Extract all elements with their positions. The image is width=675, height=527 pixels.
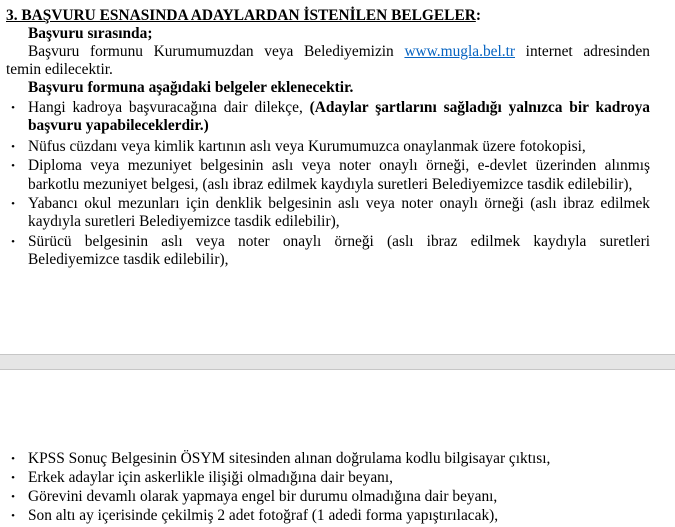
subheading-during-application: Başvuru sırasında; bbox=[28, 25, 153, 42]
list-item bbox=[6, 450, 650, 468]
list-item-text: Belediyemizce tasdik edilebilir), bbox=[28, 251, 229, 268]
bullet-icon: • bbox=[11, 141, 15, 153]
list-item-text: Son altı ay içerisinde çekilmiş 2 adet fotoğraf (1 adedi forma yapıştırılacak), bbox=[28, 507, 499, 524]
paragraph-application-form-line-1: Başvuru formunu Kurumumuzdan veya Belediyemizin www.mugla.bel.tr internet adresinden bbox=[28, 43, 651, 60]
document-page-2 bbox=[0, 371, 675, 527]
list-item-text: Erkek adaylar için askerlikle ilişiği olmadığına dair beyanı, bbox=[28, 469, 393, 486]
page-break-separator bbox=[0, 354, 675, 370]
list-item bbox=[6, 469, 650, 487]
bullet-icon: • bbox=[11, 236, 15, 248]
bullet-icon: • bbox=[11, 472, 15, 484]
municipality-website-link[interactable]: www.mugla.bel.tr bbox=[404, 43, 515, 60]
list-item-text: Diploma veya mezuniyet belgesinin aslı veya noter onaylı örneği, e-devlet üzerinden alınmış bbox=[28, 157, 650, 174]
bullet-icon: • bbox=[11, 160, 15, 172]
list-item-line bbox=[6, 195, 650, 213]
list-item-line bbox=[6, 233, 650, 251]
section-heading: 3. BAŞVURU ESNASINDA ADAYLARDAN İSTENİLEN BELGELER: bbox=[6, 7, 481, 24]
list-item-line bbox=[6, 251, 650, 269]
list-item bbox=[6, 507, 650, 525]
list-item-text: Yabancı okul mezunları için denklik belgesinin aslı veya noter onaylı örneği (aslı ibraz edilmek bbox=[28, 195, 650, 212]
list-item-text: Hangi kadroya başvuracağına dair dilekçe, (Adaylar şartlarını sağladığı yalnızca bir kadroya bbox=[28, 99, 650, 116]
list-item-text: barkotlu mezuniyet belgesi, (aslı ibraz edilmek kaydıyla suretleri Belediyemizce tasdik edilebilir), bbox=[28, 176, 633, 193]
subheading-documents-to-attach: Başvuru formuna aşağıdaki belgeler eklenecektir. bbox=[28, 79, 354, 96]
list-item-line bbox=[6, 213, 650, 231]
list-item-line bbox=[6, 117, 650, 135]
list-item bbox=[6, 488, 650, 506]
list-item-text: Görevini devamlı olarak yapmaya engel bir durumu olmadığına dair beyanı, bbox=[28, 488, 498, 505]
bullet-icon: • bbox=[11, 491, 15, 503]
list-item-text: kaydıyla suretleri Belediyemizce tasdik edilebilir), bbox=[28, 213, 340, 230]
bullet-icon: • bbox=[11, 453, 15, 465]
paragraph-application-form-line-2: temin edilecektir. bbox=[6, 61, 113, 78]
list-item-text: başvuru yapabileceklerdir.) bbox=[28, 117, 209, 134]
bullet-icon: • bbox=[11, 102, 15, 114]
list-item-text: Sürücü belgesinin aslı veya noter onaylı örneği (aslı ibraz edilmek kaydıyla suretleri bbox=[28, 233, 650, 250]
list-item-text: KPSS Sonuç Belgesinin ÖSYM sitesinden alınan doğrulama kodlu bilgisayar çıktısı, bbox=[28, 450, 551, 467]
list-item-line bbox=[6, 176, 650, 194]
list-item-line bbox=[6, 138, 650, 156]
list-item-line bbox=[6, 99, 650, 117]
list-item-line bbox=[6, 157, 650, 175]
list-item-text: Nüfus cüzdanı veya kimlik kartının aslı veya Kurumumuzca onaylanmak üzere fotokopisi, bbox=[28, 138, 586, 155]
bullet-icon: • bbox=[11, 198, 15, 210]
bullet-icon: • bbox=[11, 510, 15, 522]
